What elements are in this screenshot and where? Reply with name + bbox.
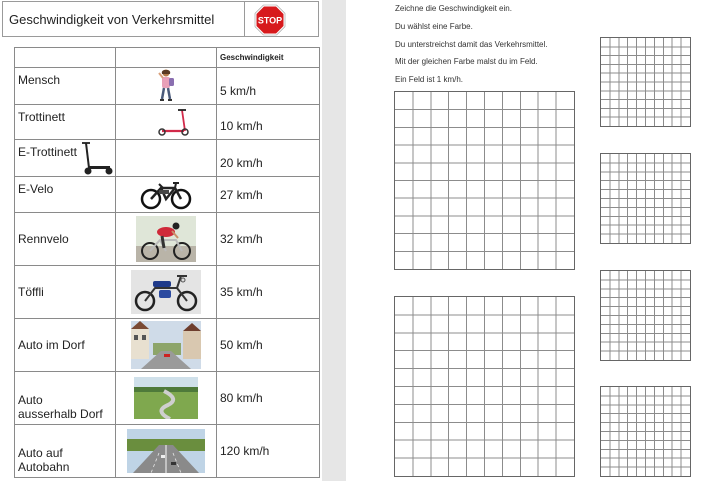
stop-sign-icon [254,4,286,36]
instruction-line: Mit der gleichen Farbe malst du im Feld. [395,57,538,66]
speed-value: 50 km/h [217,319,320,372]
table-header-row [15,48,320,68]
speed-value: 32 km/h [217,213,320,266]
instruction-line: Ein Feld ist 1 km/h. [395,75,464,84]
header-image [116,48,217,68]
table-row [15,68,320,105]
drawing-grid[interactable] [394,91,575,270]
table-row [15,372,320,425]
speed-table [14,47,320,478]
vehicle-name: E-Velo [15,177,116,213]
e-bike-icon [139,180,193,210]
instruction-line: Du unterstreichst damit das Verkehrsmittel. [395,40,548,49]
table-row [15,177,320,213]
speed-value: 10 km/h [217,105,320,140]
vehicle-name: E-Trottinett [15,140,116,177]
drawing-grid[interactable] [394,296,575,477]
vehicle-image-cell [116,105,217,140]
instruction-line: Du wählst eine Farbe. [395,22,473,31]
motorway-icon [127,429,205,473]
table-row [15,213,320,266]
vehicle-image-cell [116,140,217,177]
kick-scooter-icon [154,107,194,137]
right-worksheet-page [346,0,706,481]
vehicle-image-cell [116,266,217,319]
speed-value: 27 km/h [217,177,320,213]
vehicle-name: Auto auf Autobahn [15,425,116,478]
vehicle-name: Mensch [15,68,116,105]
vehicle-image-cell [116,425,217,478]
vehicle-name: Rennvelo [15,213,116,266]
table-row [15,105,320,140]
child-walking-icon [154,68,178,104]
drawing-grid[interactable] [600,270,691,361]
header-vehicle [15,48,116,68]
vehicle-image-cell [116,68,217,105]
table-row [15,266,320,319]
speed-value: 80 km/h [217,372,320,425]
vehicle-image-cell [116,177,217,213]
vehicle-name: Trottinett [15,105,116,140]
road-bike-rider-icon [136,216,196,262]
vehicle-name: Töffli [15,266,116,319]
instruction-line: Zeichne die Geschwindigkeit ein. [395,4,512,13]
speed-value: 35 km/h [217,266,320,319]
speed-value: 5 km/h [217,68,320,105]
vehicle-name: Auto ausserhalb Dorf [15,372,116,425]
vehicle-image-cell [116,372,217,425]
country-road-icon [134,377,198,419]
title-box [2,1,319,37]
vehicle-image-cell [116,213,217,266]
table-row [15,425,320,478]
village-street-icon [131,321,201,369]
stop-sign-text: STOP [257,15,283,26]
left-worksheet-page [0,0,322,481]
speed-value: 120 km/h [217,425,320,478]
page-title: Geschwindigkeit von Verkehrsmittel [9,12,215,27]
drawing-grid[interactable] [600,153,691,244]
title-divider [244,2,245,36]
drawing-grid[interactable] [600,386,691,477]
e-scooter-icon [78,140,118,176]
header-speed: Geschwindigkeit [217,48,320,68]
vehicle-image-cell [116,319,217,372]
vehicle-name: Auto im Dorf [15,319,116,372]
moped-icon [131,270,201,314]
speed-value: 20 km/h [217,140,320,177]
drawing-grid[interactable] [600,37,691,127]
table-row [15,140,320,177]
table-row [15,319,320,372]
